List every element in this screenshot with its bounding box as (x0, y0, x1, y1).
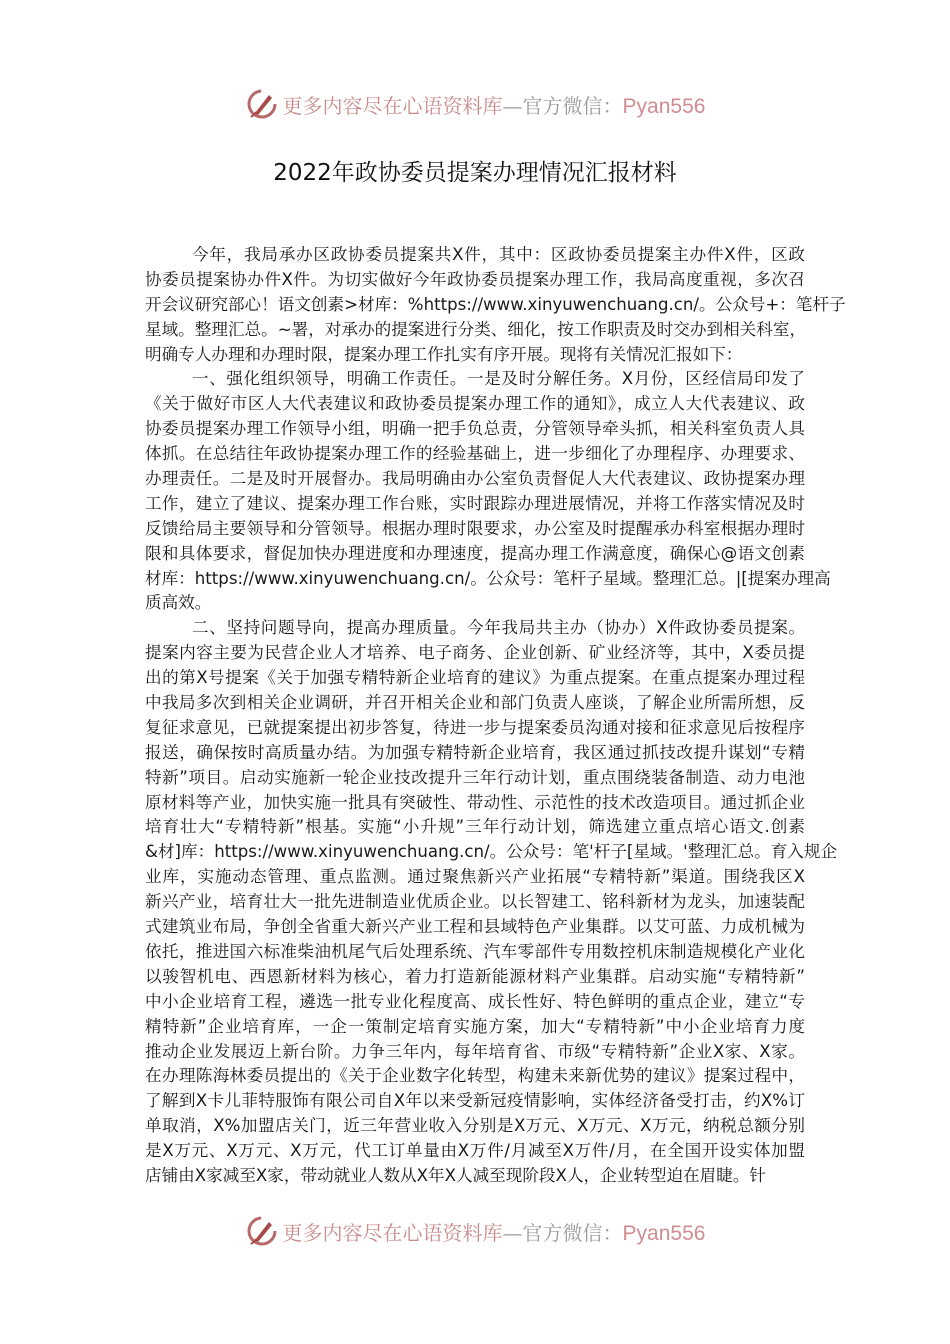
watermark-id: Pyan556 (622, 1221, 706, 1245)
text-line: 推动企业发展迈上新台阶。力争三年内，每年培育省、市级“专精特新”企业X家、X家。 (145, 1041, 805, 1061)
text-line: 是X万元、X万元、X万元，代工订单量由X万件/月减至X万件/月，在全国开设实体加盟 (145, 1141, 805, 1161)
text-line: 培育壮大“专精特新”根基。实施“小升规”三年行动计划，筛选建立重点培心语文.创素 (145, 817, 805, 837)
text-line: 协委员提案办理工作领导小组，明确一把手负总责，分管领导牵头抓，相关科室负责人具 (145, 419, 805, 439)
pen-logo-icon (245, 1214, 279, 1248)
text-line: 今年，我局承办区政协委员提案共X件，其中：区政协委员提案主办件X件，区政 (192, 245, 805, 264)
pen-logo-icon (245, 87, 279, 121)
text-line: 原材料等产业，加快实施一批具有突破性、带动性、示范性的技术改造项目。通过抓企业 (145, 792, 805, 812)
text-line: 依托，推进国六标准柴油机尾气后处理系统、汽车零部件专用数控机床制造规模化产业化 (145, 941, 805, 961)
text-line: 限和具体要求，督促加快办理进度和办理速度，提高办理工作满意度，确保心@语文创素 (145, 543, 805, 563)
text-line: 了解到X卡儿菲特服饰有限公司自X年以来受新冠疫情影响，实体经济备受打击，约X%订 (145, 1091, 805, 1111)
paragraph (145, 243, 846, 367)
watermark-dash: — (502, 93, 523, 118)
paragraph (145, 616, 838, 1188)
watermark-label: 官方微信： (522, 93, 623, 118)
text-line: 在办理陈海林委员提出的《关于企业数字化转型，构建未来新优势的建议》提案过程中， (145, 1066, 805, 1086)
document-title: 2022年政协委员提案办理情况汇报材料 (273, 160, 677, 186)
text-line: 质高效。 (145, 593, 212, 613)
text-line: 体抓。在总结往年政协提案办理工作的经验基础上，进一步细化了办理程序、办理要求、 (145, 444, 805, 464)
text-line: 提案内容主要为民营企业人才培养、电子商务、企业创新、矿业经济等，其中，X委员提 (145, 643, 805, 663)
text-line: 协委员提案协办件X件。为切实做好今年政协委员提案办理工作，我局高度重视，多次召 (145, 269, 805, 289)
text-line: 店铺由X家减至X家，带动就业人数从X年X人减至现阶段X人，企业转型迫在眉睫。针 (145, 1165, 767, 1185)
watermark-label: 官方微信： (522, 1220, 623, 1245)
watermark-dash: — (502, 1220, 523, 1245)
text-line: &材]库：https://www.xinyuwenchuang.cn/。公众号：笔'杆子[星域。'整理汇总。育入规企 (145, 842, 838, 862)
text-line: 反馈给局主要领导和分管领导。根据办理时限要求，办公室及时提醒承办科室根据办理时 (145, 518, 805, 538)
text-line: 式建筑业布局，争创全省重大新兴产业工程和县域特色产业集群。以艾可蓝、力成机械为 (145, 917, 805, 937)
text-line: 一、强化组织领导，明确工作责任。一是及时分解任务。X月份，区经信局印发了 (192, 369, 805, 389)
text-line: 以骏智机电、西恩新材料为核心，着力打造新能源材料产业集群。启动实施“专精特新” (145, 966, 805, 986)
text-line: 二、坚持问题导向，提高办理质量。今年我局共主办（协办）X件政协委员提案。 (192, 618, 805, 638)
text-line: 业库，实施动态管理、重点监测。通过聚焦新兴产业拓展“专精特新”渠道。围绕我区X (145, 867, 805, 887)
text-line: 明确专人办理和办理时限，提案办理工作扎实有序开展。现将有关情况汇报如下： (145, 344, 743, 364)
text-line: 工作，建立了建议、提案办理工作台账，实时跟踪办理进展情况，并将工作落实情况及时 (145, 493, 805, 513)
text-line: 特新”项目。启动实施新一轮企业技改提升三年行动计划，重点围绕装备制造、动力电池 (145, 767, 805, 787)
document-body (145, 243, 846, 1189)
text-line: 材库：https://www.xinyuwenchuang.cn/。公众号：笔杆子星域。整理汇总。|[提案办理高 (145, 568, 831, 588)
watermark-id: Pyan556 (622, 94, 706, 118)
text-line: 复征求意见，已就提案提出初步答复，待进一步与提案委员沟通对接和征求意见后按程序 (145, 717, 805, 737)
watermark-text: 更多内容尽在心语资料库 (282, 1220, 503, 1245)
paragraph (145, 367, 831, 616)
text-line: 单取消，X%加盟店关门，近三年营业收入分别是X万元、X万元、X万元，纳税总额分别 (145, 1116, 805, 1136)
footer-watermark (0, 1211, 950, 1251)
watermark-text: 更多内容尽在心语资料库 (282, 93, 503, 118)
text-line: 星域。整理汇总。~署，对承办的提案进行分类、细化，按工作职责及时交办到相关科室， (145, 319, 807, 339)
text-line: 开会议研究部心！语文创素>材库：%https://www.xinyuwenchuang.cn/。公众号+：笔杆子 (145, 294, 846, 314)
text-line: 精特新”企业培育库，一企一策制定培育实施方案，加大“专精特新”中小企业培育力度 (145, 1016, 805, 1036)
text-line: 中我局多次到相关企业调研，并召开相关企业和部门负责人座谈，了解企业所需所想，反 (145, 693, 805, 713)
text-line: 《关于做好市区人大代表建议和政协委员提案办理工作的通知》，成立人大代表建议、政 (145, 394, 805, 414)
header-watermark (0, 84, 950, 124)
text-line: 中小企业培育工程，遴选一批专业化程度高、成长性好、特色鲜明的重点企业，建立“专 (145, 991, 805, 1011)
text-line: 出的第X号提案《关于加强专精特新企业培育的建议》为重点提案。在重点提案办理过程 (145, 668, 805, 688)
text-line: 办理责任。二是及时开展督办。我局明确由办公室负责督促人大代表建议、政协提案办理 (145, 469, 805, 489)
text-line: 新兴产业，培育壮大一批先进制造业优质企业。以长智建工、铭科新材为龙头，加速装配 (145, 892, 805, 912)
text-line: 报送，确保按时高质量办结。为加强专精特新企业培育，我区通过抓技改提升谋划“专精 (145, 742, 805, 762)
